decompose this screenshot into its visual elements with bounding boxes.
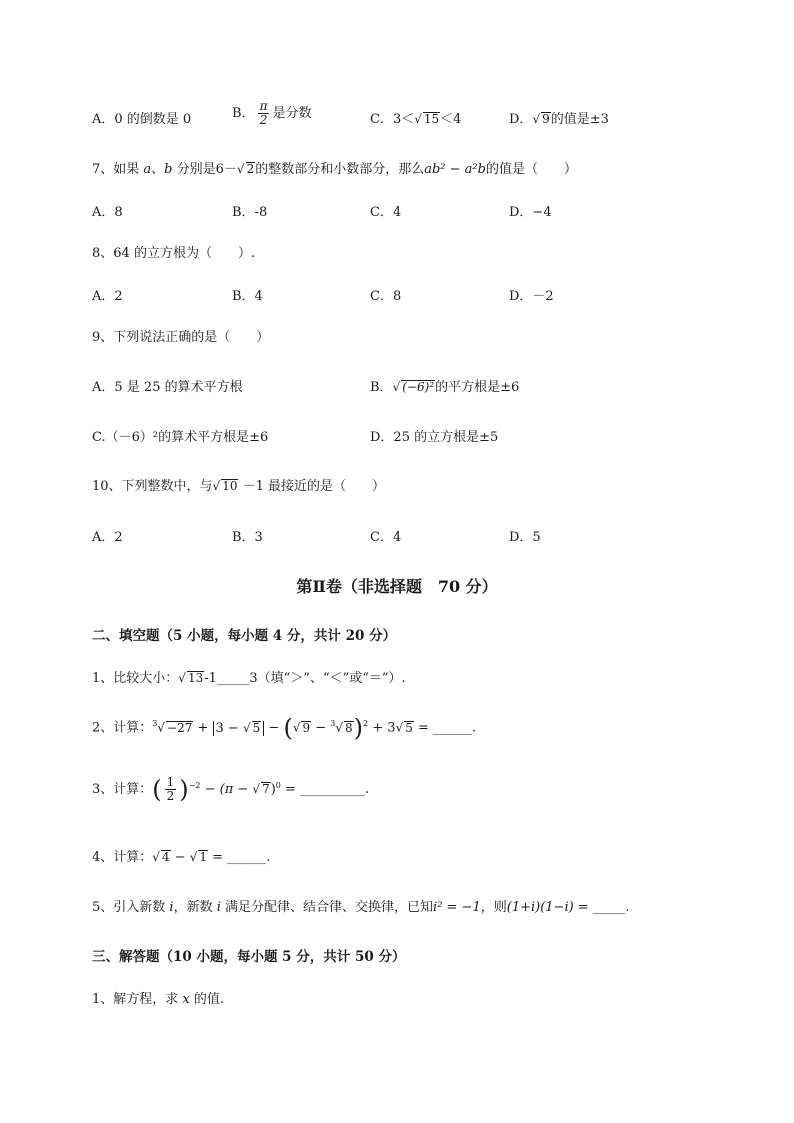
q10-option-d: D．5 — [509, 530, 541, 545]
question-7: 7、如果 a、b 分别是6－√ 2的整数部分和小数部分，那么ab² − a²b的值是（ ） — [92, 162, 577, 177]
part-2-title: 第Ⅱ卷（非选择题 70 分） — [296, 577, 498, 596]
q6-option-d: D．√ 9的值是±3 — [509, 112, 609, 127]
q6-option-c: C．3＜√ 15＜4 — [370, 112, 462, 127]
q7-option-d: D．−4 — [509, 205, 552, 220]
q10-option-b: B．3 — [232, 530, 263, 545]
q6-option-b: B． $\frac{\pi}{2}$ 是分数 — [232, 99, 312, 128]
q8-option-d: D．－2 — [509, 289, 554, 304]
question-10: 10、下列整数中，与√ 10 －1 最接近的是（ ） — [92, 479, 386, 494]
q6-option-a: A．0 的倒数是 0 — [92, 112, 192, 127]
q8-option-b: B．4 — [232, 289, 263, 304]
q10-option-a: A．2 — [92, 530, 123, 545]
q9-option-b: B．√ (−6)²的平方根是±6 — [370, 380, 520, 395]
q7-option-a: A．8 — [92, 205, 123, 220]
fill-question-2: 2、计算：$^3$√ −27 + 3 − √ 5 − (√ 9 − $^3$√ 8)$^2$ + 3√ 5 = ______. — [92, 714, 477, 742]
solve-question-1: 1、解方程，求 x 的值. — [92, 992, 225, 1007]
question-9: 9、下列说法正确的是（ ） — [92, 330, 270, 345]
q9-option-a: A．5 是 25 的算术平方根 — [92, 380, 243, 395]
fill-question-3: 3、计算：( $\frac{1}{2}$ )$^{-2}$ − (π − √ 7)$^0$ = __________. — [92, 775, 370, 804]
q10-option-c: C．4 — [370, 530, 402, 545]
q9-option-c: C.（－6）²的算术平方根是±6 — [92, 430, 269, 445]
section-2-heading: 二、填空题（5 小题，每小题 4 分，共计 20 分） — [92, 628, 397, 644]
fill-question-1: 1、比较大小：√ 13-1_____3（填“＞”、“＜”或“＝”）. — [92, 671, 406, 686]
q7-option-b: B．-8 — [232, 205, 268, 220]
q8-option-c: C．8 — [370, 289, 402, 304]
fill-question-5: 5、引入新数 i，新数 i 满足分配律、结合律、交换律，已知i² = −1，则(1+i)(1−i) = _____. — [92, 900, 630, 915]
fill-question-4: 4、计算：√ 4 − √ 1 = ______. — [92, 850, 271, 865]
question-8: 8、64 的立方根为（ ）. — [92, 246, 256, 261]
fraction: $\frac{\pi}{2}$ — [259, 99, 268, 128]
q8-option-a: A．2 — [92, 289, 123, 304]
q9-option-d: D．25 的立方根是±5 — [370, 430, 499, 445]
section-3-heading: 三、解答题（10 小题，每小题 5 分，共计 50 分） — [92, 949, 406, 965]
q7-option-c: C．4 — [370, 205, 402, 220]
